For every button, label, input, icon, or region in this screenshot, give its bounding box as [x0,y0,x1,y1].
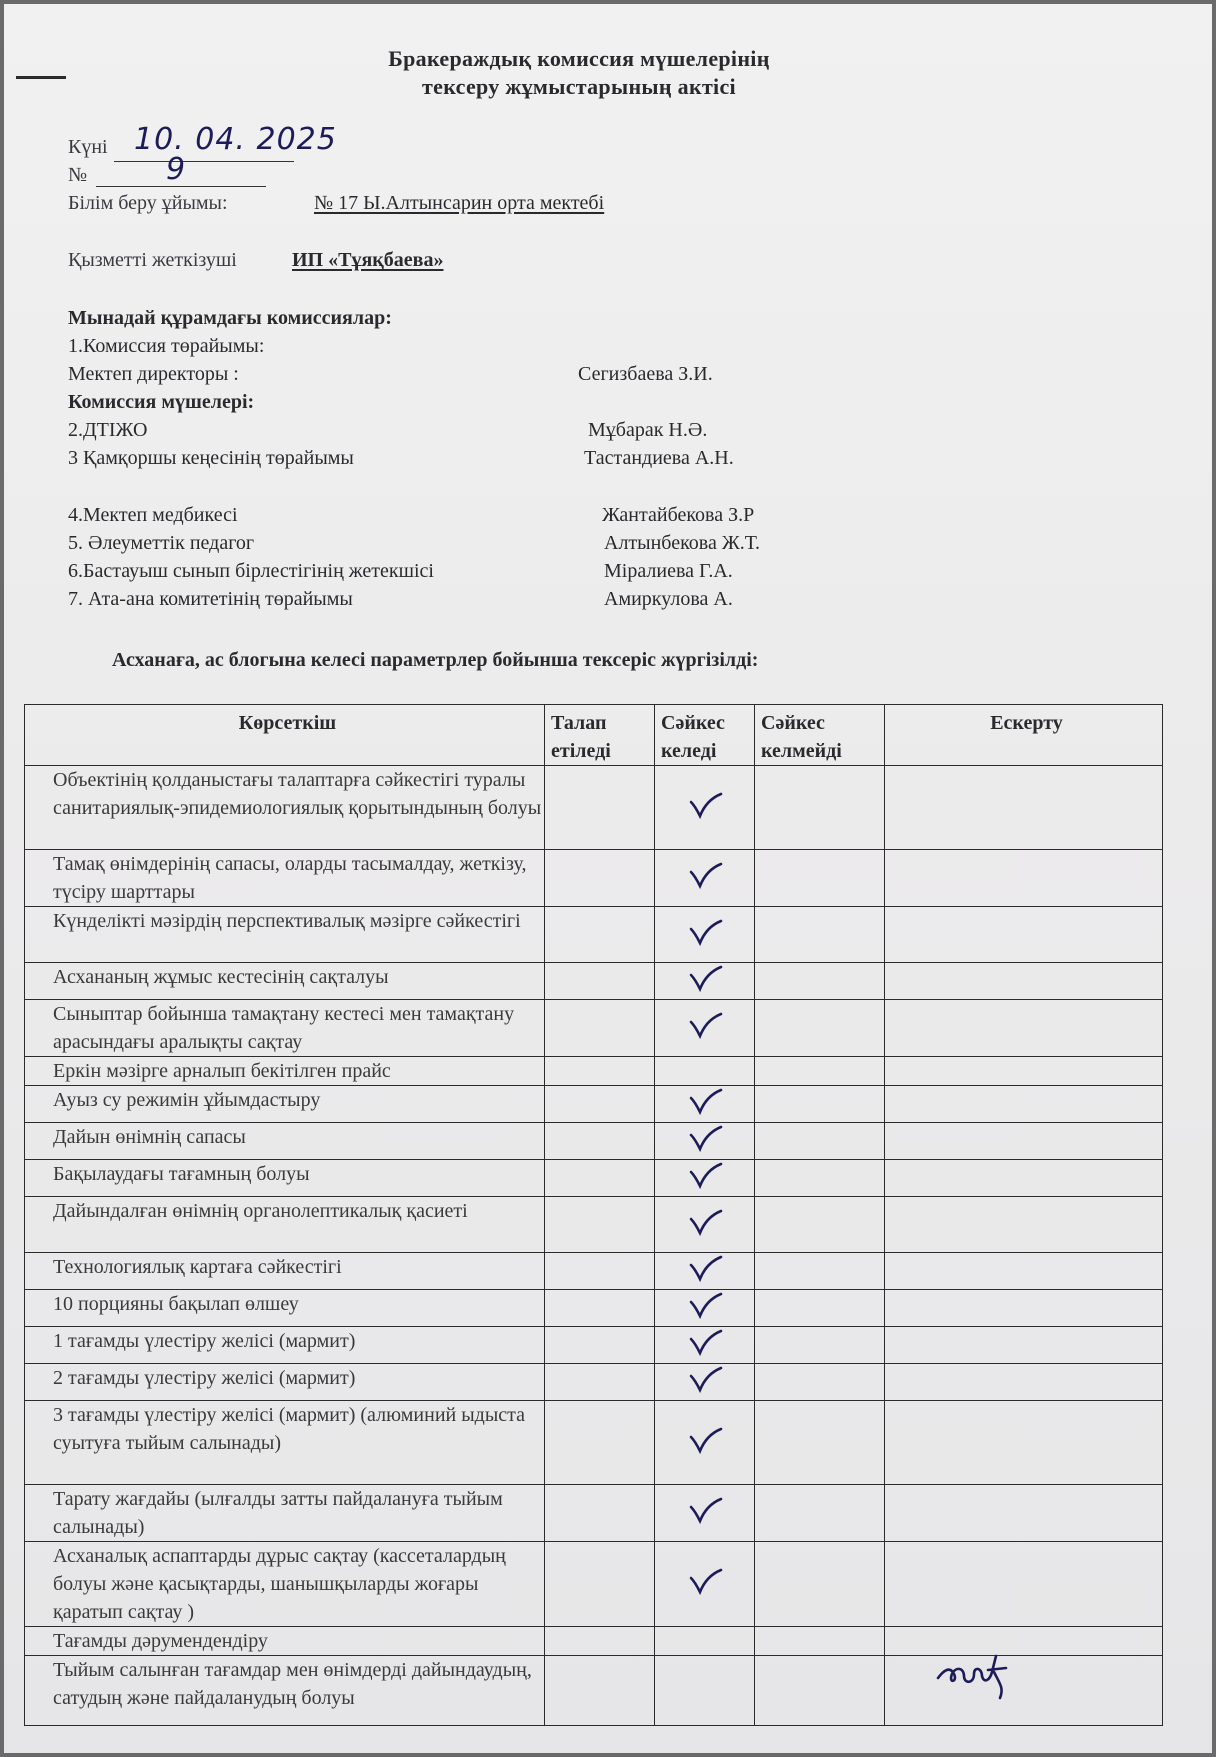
note-cell [885,1123,1163,1160]
table-row [25,1057,1163,1086]
note-cell [885,1160,1163,1197]
table-row [25,963,1163,1000]
compliant-cell [655,1160,755,1197]
checkmark-icon [685,1010,725,1040]
required-cell [545,1401,655,1485]
inspection-table [24,704,1163,1726]
chair-name: Сегизбаева З.И. [578,363,713,385]
member-role: 6.Бастауыш сынып бірлестігінің жетекшісі [68,560,434,582]
checkmark-icon [685,1495,725,1525]
date-underline [114,161,294,162]
compliant-cell [655,907,755,963]
date-value: 10. 04. 2025 [134,122,337,157]
required-cell [545,1123,655,1160]
table-row [25,907,1163,963]
compliant-cell [655,1364,755,1401]
compliant-cell [655,1542,755,1627]
compliant-cell [655,766,755,850]
compliant-cell [655,1656,755,1726]
required-cell [545,1057,655,1086]
member-name: Мұбарак Н.Ә. [588,419,708,441]
compliant-cell [655,1197,755,1253]
indicator-cell: 3 тағамды үлестіру желісі (мармит) (алюминий ыдыста суытуға тыйым салынады) [25,1401,545,1485]
indicator-cell: 10 порцияны бақылап өлшеу [25,1290,545,1327]
required-cell [545,1000,655,1057]
required-cell [545,766,655,850]
checkmark-icon [685,917,725,947]
note-cell [885,1485,1163,1542]
checkmark-icon [685,1123,725,1153]
compliant-cell [655,1000,755,1057]
checkmark-icon [685,1425,725,1455]
note-cell [885,1401,1163,1485]
indicator-cell: Тарату жағдайы (ылғалды затты пайдалануға тыйым салынады) [25,1485,545,1542]
noncompliant-cell [755,1327,885,1364]
note-cell [885,850,1163,907]
required-cell [545,1327,655,1364]
checkmark-icon [685,963,725,993]
header-required: Талап етіледі [545,705,655,766]
member-name: Амиркулова А. [604,588,733,610]
member-role: 3 Қамқоршы кеңесінің төрайымы [68,447,354,469]
note-cell [885,963,1163,1000]
indicator-cell: Асхананың жұмыс кестесінің сақталуы [25,963,545,1000]
table-row [25,1197,1163,1253]
noncompliant-cell [755,907,885,963]
noncompliant-cell [755,1086,885,1123]
date-label: Күні [68,136,108,158]
checkmark-icon [685,1364,725,1394]
table-row [25,766,1163,850]
table-row [25,1327,1163,1364]
indicator-cell: Технологиялық картаға сәйкестігі [25,1253,545,1290]
required-cell [545,1197,655,1253]
checkmark-icon [685,1253,725,1283]
indicator-cell: Еркін мәзірге арналып бекітілген прайс [25,1057,545,1086]
document-title-line1: Бракераждық комиссия мүшелерінің [388,46,770,71]
member-name: Тастандиева А.Н. [584,447,734,469]
noncompliant-cell [755,1160,885,1197]
member-name: Міралиева Г.А. [604,560,733,582]
checkmark-icon [685,1160,725,1190]
indicator-cell: Күнделікті мәзірдің перспективалық мәзірге сәйкестігі [25,907,545,963]
table-row [25,1253,1163,1290]
table-row [25,1086,1163,1123]
noncompliant-cell [755,1123,885,1160]
compliant-cell [655,1086,755,1123]
document-page [4,4,1212,1753]
noncompliant-cell [755,1656,885,1726]
required-cell [545,1542,655,1627]
commission-heading: Мынадай құрамдағы комиссиялар: [68,307,392,329]
required-cell [545,1086,655,1123]
indicator-cell: Ауыз су режимін ұйымдастыру [25,1086,545,1123]
table-row [25,1123,1163,1160]
required-cell [545,1627,655,1656]
table-row [25,1542,1163,1627]
compliant-cell [655,1057,755,1086]
note-cell [885,907,1163,963]
indicator-cell: Тыйым салынған тағамдар мен өнімдерді дайындаудың, сатудың және пайдаланудың болуы [25,1656,545,1726]
note-cell [885,1000,1163,1057]
indicator-cell: 1 тағамды үлестіру желісі (мармит) [25,1327,545,1364]
note-cell [885,1542,1163,1627]
table-row [25,1401,1163,1485]
noncompliant-cell [755,1401,885,1485]
noncompliant-cell [755,1627,885,1656]
table-row [25,1485,1163,1542]
document-title-line2: тексеру жұмыстарының актісі [422,74,736,99]
number-value: 9 [166,152,187,187]
indicator-cell: Тағамды дәрумендендіру [25,1627,545,1656]
noncompliant-cell [755,1542,885,1627]
required-cell [545,850,655,907]
noncompliant-cell [755,1057,885,1086]
note-cell [885,1327,1163,1364]
required-cell [545,1364,655,1401]
chair-heading: 1.Комиссия төрайымы: [68,335,265,357]
noncompliant-cell [755,1253,885,1290]
required-cell [545,1160,655,1197]
note-cell [885,1057,1163,1086]
indicator-cell: Объектінің қолданыстағы талаптарға сәйкестігі туралы санитариялық-эпидемиологиялық қорытындының болуы [25,766,545,850]
header-compliant: Сәйкес келеді [655,705,755,766]
number-label: № [68,164,88,186]
handwritten-note-signature [934,1644,1024,1704]
chair-role: Мектеп директоры : [68,363,239,385]
table-row [25,1160,1163,1197]
indicator-cell: Бақылаудағы тағамның болуы [25,1160,545,1197]
checkmark-icon [685,790,725,820]
required-cell [545,963,655,1000]
compliant-cell [655,1485,755,1542]
compliant-cell [655,1627,755,1656]
note-cell [885,1086,1163,1123]
indicator-cell: 2 тағамды үлестіру желісі (мармит) [25,1364,545,1401]
checkmark-icon [685,1290,725,1320]
note-cell [885,1197,1163,1253]
noncompliant-cell [755,1000,885,1057]
compliant-cell [655,963,755,1000]
required-cell [545,1485,655,1542]
required-cell [545,1253,655,1290]
checkmark-icon [685,1086,725,1116]
noncompliant-cell [755,1485,885,1542]
noncompliant-cell [755,1364,885,1401]
member-role: 4.Мектеп медбикесі [68,504,238,526]
required-cell [545,1290,655,1327]
note-cell [885,1253,1163,1290]
org-value: № 17 Ы.Алтынсарин орта мектебі [314,192,605,214]
checkmark-icon [685,1327,725,1357]
table-row [25,1290,1163,1327]
table-row [25,850,1163,907]
table-row [25,1000,1163,1057]
provider-label: Қызметті жеткізуші [68,249,237,271]
table-row [25,1364,1163,1401]
compliant-cell [655,1401,755,1485]
checkmark-icon [685,1207,725,1237]
table-header-row [25,705,1163,766]
compliant-cell [655,1253,755,1290]
header-note: Ескерту [885,705,1163,766]
members-heading: Комиссия мүшелері: [68,391,255,413]
table-intro: Асханаға, ас блогына келесі параметрлер бойынша тексеріс жүргізілді: [112,649,759,671]
noncompliant-cell [755,1290,885,1327]
member-name: Жантайбекова З.Р [602,504,755,526]
noncompliant-cell [755,850,885,907]
required-cell [545,907,655,963]
checkmark-icon [685,860,725,890]
provider-value: ИП «Тұяқбаева» [292,249,444,271]
member-name: Алтынбекова Ж.Т. [604,532,760,554]
compliant-cell [655,1290,755,1327]
member-role: 2.ДТІЖО [68,419,148,441]
compliant-cell [655,1123,755,1160]
note-cell [885,766,1163,850]
noncompliant-cell [755,963,885,1000]
note-cell [885,1290,1163,1327]
header-indicator: Көрсеткіш [25,705,545,766]
noncompliant-cell [755,1197,885,1253]
indicator-cell: Дайындалған өнімнің органолептикалық қасиеті [25,1197,545,1253]
noncompliant-cell [755,766,885,850]
member-role: 5. Әлеуметтік педагог [68,532,255,554]
header-noncompliant: Сәйкес келмейді [755,705,885,766]
checkmark-icon [685,1566,725,1596]
org-label: Білім беру ұйымы: [68,192,228,214]
indicator-cell: Тамақ өнімдерінің сапасы, оларды тасымалдау, жеткізу, түсіру шарттары [25,850,545,907]
required-cell [545,1656,655,1726]
note-cell [885,1364,1163,1401]
compliant-cell [655,850,755,907]
member-role: 7. Ата-ана комитетінің төрайымы [68,588,353,610]
compliant-cell [655,1327,755,1364]
indicator-cell: Дайын өнімнің сапасы [25,1123,545,1160]
indicator-cell: Асханалық аспаптарды дұрыс сақтау (кассеталардың болуы және қасықтарды, шанышқыларды жоғары қаратып сақтау ) [25,1542,545,1627]
indicator-cell: Сыныптар бойынша тамақтану кестесі мен тамақтану арасындағы аралықты сақтау [25,1000,545,1057]
